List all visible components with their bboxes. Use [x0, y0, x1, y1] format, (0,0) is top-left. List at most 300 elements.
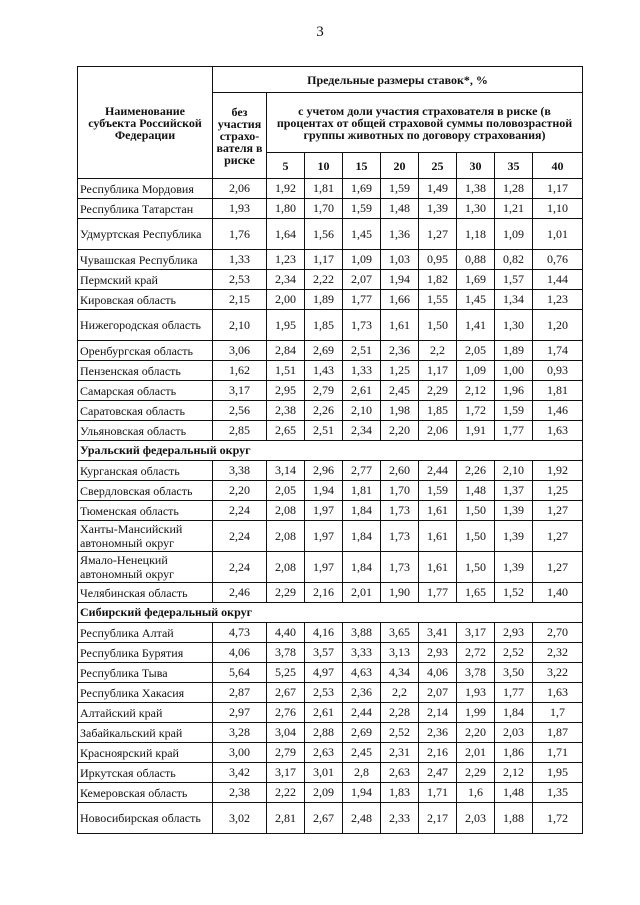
rate-cell: 1,48 — [381, 199, 419, 219]
rate-cell: 1,73 — [343, 310, 381, 341]
page-number: 3 — [316, 24, 324, 40]
rate-cell: 1,81 — [343, 481, 381, 501]
rate-cell: 3,78 — [267, 643, 305, 663]
rate-cell: 1,27 — [533, 521, 583, 552]
rate-cell: 3,88 — [343, 623, 381, 643]
rate-cell: 2,08 — [267, 521, 305, 552]
rate-cell: 1,65 — [457, 583, 495, 603]
rate-cell: 1,17 — [305, 250, 343, 270]
rate-cell: 1,70 — [305, 199, 343, 219]
subject-name: Республика Мордовия — [78, 179, 213, 199]
rate-cell: 1,63 — [533, 683, 583, 703]
rate-cell: 3,13 — [381, 643, 419, 663]
rate-cell: 4,63 — [343, 663, 381, 683]
rate-cell: 1,73 — [381, 501, 419, 521]
rate-cell: 2,79 — [267, 743, 305, 763]
subject-name: Ямало-Ненецкий автономный округ — [78, 552, 213, 583]
rate-cell: 2,38 — [213, 783, 267, 803]
rate-cell: 3,22 — [533, 663, 583, 683]
rate-cell: 5,64 — [213, 663, 267, 683]
rate-cell: 1,77 — [419, 583, 457, 603]
rate-cell: 2,97 — [213, 703, 267, 723]
rate-cell: 1,88 — [495, 803, 533, 834]
rate-cell: 1,45 — [457, 290, 495, 310]
table-row — [78, 803, 583, 834]
table-row — [78, 219, 583, 250]
rate-cell: 2,01 — [343, 583, 381, 603]
rate-cell: 0,76 — [533, 250, 583, 270]
table-row — [78, 552, 583, 583]
rate-cell: 2,28 — [381, 703, 419, 723]
subject-name: Республика Тыва — [78, 663, 213, 683]
subject-name: Республика Алтай — [78, 623, 213, 643]
rate-cell: 1,27 — [533, 552, 583, 583]
rate-cell: 1,97 — [305, 552, 343, 583]
rate-cell: 1,76 — [213, 219, 267, 250]
rate-cell: 2,44 — [343, 703, 381, 723]
rate-cell: 1,10 — [533, 199, 583, 219]
rate-cell: 2,12 — [495, 763, 533, 783]
rate-cell: 2,61 — [343, 381, 381, 401]
rate-cell: 2,93 — [495, 623, 533, 643]
rate-cell: 2,93 — [419, 643, 457, 663]
rate-cell: 1,33 — [343, 361, 381, 381]
rate-cell: 2,72 — [457, 643, 495, 663]
rate-cell: 1,99 — [457, 703, 495, 723]
table-row — [78, 583, 583, 603]
subject-name: Республика Татарстан — [78, 199, 213, 219]
rate-cell: 2,2 — [381, 683, 419, 703]
rate-cell: 2,77 — [343, 461, 381, 481]
rate-cell: 2,24 — [213, 501, 267, 521]
rate-cell: 1,71 — [533, 743, 583, 763]
rate-cell: 1,52 — [495, 583, 533, 603]
rate-cell: 1,94 — [381, 270, 419, 290]
rate-cell: 1,69 — [457, 270, 495, 290]
rate-cell: 3,17 — [457, 623, 495, 643]
rate-cell: 1,92 — [267, 179, 305, 199]
rate-cell: 1,6 — [457, 783, 495, 803]
rate-cell: 2,45 — [381, 381, 419, 401]
rate-cell: 2,03 — [457, 803, 495, 834]
rate-cell: 2,09 — [305, 783, 343, 803]
subject-name: Кемеровская область — [78, 783, 213, 803]
rate-cell: 1,61 — [419, 521, 457, 552]
rate-cell: 2,69 — [305, 341, 343, 361]
subject-name: Курганская область — [78, 461, 213, 481]
rate-cell: 2,24 — [213, 552, 267, 583]
rate-cell: 2,8 — [343, 763, 381, 783]
rate-cell: 1,66 — [381, 290, 419, 310]
subject-name: Тюменская область — [78, 501, 213, 521]
rate-cell: 1,48 — [457, 481, 495, 501]
rate-cell: 2,53 — [213, 270, 267, 290]
rate-cell: 1,21 — [495, 199, 533, 219]
rate-cell: 1,98 — [381, 401, 419, 421]
rate-cell: 2,87 — [213, 683, 267, 703]
rate-cell: 2,52 — [495, 643, 533, 663]
rate-cell: 1,80 — [267, 199, 305, 219]
rate-cell: 1,91 — [457, 421, 495, 441]
rate-cell: 2,32 — [533, 643, 583, 663]
rate-cell: 2,05 — [457, 341, 495, 361]
pct-header: 20 — [381, 153, 419, 179]
rate-cell: 2,10 — [343, 401, 381, 421]
rate-cell: 2,84 — [267, 341, 305, 361]
rate-cell: 2,20 — [381, 421, 419, 441]
rate-cell: 1,77 — [495, 421, 533, 441]
rate-cell: 2,26 — [305, 401, 343, 421]
rate-cell: 2,36 — [343, 683, 381, 703]
rate-cell: 2,38 — [267, 401, 305, 421]
pct-header: 30 — [457, 153, 495, 179]
rate-cell: 1,95 — [533, 763, 583, 783]
rate-cell: 1,39 — [495, 501, 533, 521]
rate-cell: 1,56 — [305, 219, 343, 250]
rate-cell: 1,92 — [533, 461, 583, 481]
rate-cell: 0,82 — [495, 250, 533, 270]
subject-name: Свердловская область — [78, 481, 213, 501]
without-share-header: без участия страхо-вателя в риске — [213, 93, 267, 179]
table-row — [78, 703, 583, 723]
rate-cell: 1,84 — [343, 552, 381, 583]
rate-cell: 2,06 — [213, 179, 267, 199]
rate-cell: 2,52 — [381, 723, 419, 743]
rate-cell: 1,95 — [267, 310, 305, 341]
subject-name: Новосибирская область — [78, 803, 213, 834]
section-title: Уральский федеральный округ — [78, 441, 583, 461]
rate-cell: 1,61 — [381, 310, 419, 341]
rate-cell: 3,78 — [457, 663, 495, 683]
rate-cell: 1,96 — [495, 381, 533, 401]
subject-name: Кировская область — [78, 290, 213, 310]
rate-cell: 1,81 — [305, 179, 343, 199]
rate-cell: 1,93 — [457, 683, 495, 703]
rate-cell: 2,10 — [213, 310, 267, 341]
rate-cell: 1,77 — [495, 683, 533, 703]
subject-name: Ханты-Мансийский автономный округ — [78, 521, 213, 552]
rate-cell: 1,28 — [495, 179, 533, 199]
rate-cell: 2,51 — [305, 421, 343, 441]
rate-cell: 1,39 — [495, 552, 533, 583]
rate-cell: 2,65 — [267, 421, 305, 441]
subject-name: Пензенская область — [78, 361, 213, 381]
rate-cell: 1,03 — [381, 250, 419, 270]
rate-cell: 2,01 — [457, 743, 495, 763]
rate-cell: 1,59 — [495, 401, 533, 421]
rate-cell: 1,7 — [533, 703, 583, 723]
rate-cell: 1,85 — [305, 310, 343, 341]
rate-cell: 2,20 — [213, 481, 267, 501]
table-row — [78, 663, 583, 683]
rate-cell: 1,81 — [533, 381, 583, 401]
table-row — [78, 179, 583, 199]
rate-cell: 2,00 — [267, 290, 305, 310]
rate-cell: 1,74 — [533, 341, 583, 361]
rate-cell: 2,47 — [419, 763, 457, 783]
rate-cell: 1,50 — [457, 552, 495, 583]
rate-cell: 2,48 — [343, 803, 381, 834]
rate-cell: 3,28 — [213, 723, 267, 743]
rate-cell: 2,22 — [305, 270, 343, 290]
table-row — [78, 421, 583, 441]
section-row — [78, 441, 583, 461]
rate-cell: 1,83 — [381, 783, 419, 803]
rate-cell: 4,73 — [213, 623, 267, 643]
rate-cell: 1,36 — [381, 219, 419, 250]
table-row — [78, 521, 583, 552]
rate-cell: 1,45 — [343, 219, 381, 250]
rate-cell: 1,34 — [495, 290, 533, 310]
with-share-header: с учетом доли участия страхователя в риске (в процентах от общей страховой суммы половозрастной группы животных по договору страхования) — [267, 93, 583, 153]
table-row — [78, 783, 583, 803]
rate-cell: 2,2 — [419, 341, 457, 361]
rate-cell: 2,08 — [267, 552, 305, 583]
rate-cell: 1,23 — [533, 290, 583, 310]
rate-cell: 1,57 — [495, 270, 533, 290]
table-row — [78, 250, 583, 270]
rate-cell: 1,97 — [305, 521, 343, 552]
rate-cell: 2,63 — [305, 743, 343, 763]
rate-cell: 1,17 — [533, 179, 583, 199]
rate-cell: 1,73 — [381, 552, 419, 583]
subject-name: Самарская область — [78, 381, 213, 401]
rate-cell: 2,24 — [213, 521, 267, 552]
rate-cell: 1,71 — [419, 783, 457, 803]
rate-cell: 1,30 — [457, 199, 495, 219]
pct-header: 25 — [419, 153, 457, 179]
rate-cell: 2,07 — [419, 683, 457, 703]
rate-cell: 3,57 — [305, 643, 343, 663]
rate-cell: 1,09 — [457, 361, 495, 381]
rate-cell: 1,50 — [457, 501, 495, 521]
subject-name: Чувашская Республика — [78, 250, 213, 270]
rate-cell: 2,34 — [267, 270, 305, 290]
table-row — [78, 683, 583, 703]
pct-header: 35 — [495, 153, 533, 179]
subject-name: Иркутская область — [78, 763, 213, 783]
rate-cell: 5,25 — [267, 663, 305, 683]
rate-cell: 0,95 — [419, 250, 457, 270]
rate-cell: 1,25 — [381, 361, 419, 381]
pct-header: 40 — [533, 153, 583, 179]
rate-cell: 3,02 — [213, 803, 267, 834]
rate-cell: 1,44 — [533, 270, 583, 290]
rate-cell: 2,85 — [213, 421, 267, 441]
rate-cell: 1,55 — [419, 290, 457, 310]
rate-cell: 1,41 — [457, 310, 495, 341]
rate-cell: 1,59 — [381, 179, 419, 199]
rate-cell: 1,17 — [419, 361, 457, 381]
rate-cell: 2,31 — [381, 743, 419, 763]
rate-cell: 1,84 — [343, 521, 381, 552]
rate-cell: 1,46 — [533, 401, 583, 421]
rate-cell: 3,41 — [419, 623, 457, 643]
table-row — [78, 481, 583, 501]
rate-cell: 1,25 — [533, 481, 583, 501]
rate-cell: 3,42 — [213, 763, 267, 783]
rate-cell: 1,77 — [343, 290, 381, 310]
table-row — [78, 361, 583, 381]
table-row — [78, 743, 583, 763]
rate-cell: 2,33 — [381, 803, 419, 834]
rate-cell: 2,29 — [267, 583, 305, 603]
table-row — [78, 723, 583, 743]
rate-cell: 1,94 — [305, 481, 343, 501]
table-row — [78, 461, 583, 481]
rate-cell: 1,59 — [419, 481, 457, 501]
rate-cell: 2,45 — [343, 743, 381, 763]
rate-cell: 1,30 — [495, 310, 533, 341]
rates-table-body — [78, 179, 583, 834]
section-title: Сибирский федеральный округ — [78, 603, 583, 623]
rate-cell: 2,26 — [457, 461, 495, 481]
rate-cell: 2,44 — [419, 461, 457, 481]
rate-cell: 1,49 — [419, 179, 457, 199]
rate-cell: 3,06 — [213, 341, 267, 361]
rate-cell: 1,39 — [419, 199, 457, 219]
rate-cell: 1,38 — [457, 179, 495, 199]
rate-cell: 1,82 — [419, 270, 457, 290]
subject-name: Ульяновская область — [78, 421, 213, 441]
rate-cell: 1,70 — [381, 481, 419, 501]
rate-cell: 1,63 — [533, 421, 583, 441]
rate-cell: 1,27 — [533, 501, 583, 521]
rate-cell: 3,14 — [267, 461, 305, 481]
rate-cell: 2,34 — [343, 421, 381, 441]
rate-cell: 1,84 — [495, 703, 533, 723]
rate-cell: 4,34 — [381, 663, 419, 683]
rate-cell: 1,27 — [419, 219, 457, 250]
rate-cell: 2,22 — [267, 783, 305, 803]
rate-cell: 1,69 — [343, 179, 381, 199]
rate-cell: 2,08 — [267, 501, 305, 521]
rate-cell: 1,37 — [495, 481, 533, 501]
rate-cell: 1,90 — [381, 583, 419, 603]
rate-cell: 3,00 — [213, 743, 267, 763]
rate-cell: 1,72 — [457, 401, 495, 421]
rate-cell: 2,36 — [381, 341, 419, 361]
rate-cell: 2,16 — [419, 743, 457, 763]
subject-name: Саратовская область — [78, 401, 213, 421]
rate-cell: 1,39 — [495, 521, 533, 552]
rate-cell: 1,00 — [495, 361, 533, 381]
rate-cell: 2,12 — [457, 381, 495, 401]
rate-cell: 2,63 — [381, 763, 419, 783]
subject-name: Челябинская область — [78, 583, 213, 603]
subject-name: Нижегородская область — [78, 310, 213, 341]
rate-cell: 1,64 — [267, 219, 305, 250]
rate-cell: 4,16 — [305, 623, 343, 643]
rate-cell: 1,48 — [495, 783, 533, 803]
rate-cell: 1,87 — [533, 723, 583, 743]
rate-cell: 2,15 — [213, 290, 267, 310]
rate-cell: 1,61 — [419, 552, 457, 583]
rate-cell: 1,59 — [343, 199, 381, 219]
rate-cell: 2,61 — [305, 703, 343, 723]
rate-cell: 2,07 — [343, 270, 381, 290]
table-row — [78, 763, 583, 783]
rate-cell: 1,09 — [495, 219, 533, 250]
rate-cell: 1,73 — [381, 521, 419, 552]
rate-cell: 0,88 — [457, 250, 495, 270]
rate-cell: 4,40 — [267, 623, 305, 643]
subject-header: Наименование субъекта Российской Федерации — [78, 67, 213, 179]
rate-cell: 2,81 — [267, 803, 305, 834]
rate-cell: 1,50 — [457, 521, 495, 552]
rate-cell: 1,84 — [343, 501, 381, 521]
rate-cell: 2,51 — [343, 341, 381, 361]
rate-cell: 1,62 — [213, 361, 267, 381]
subject-name: Оренбургская область — [78, 341, 213, 361]
rate-cell: 1,61 — [419, 501, 457, 521]
rate-cell: 1,33 — [213, 250, 267, 270]
rate-cell: 1,43 — [305, 361, 343, 381]
rate-cell: 1,51 — [267, 361, 305, 381]
rate-cell: 1,01 — [533, 219, 583, 250]
rate-cell: 3,50 — [495, 663, 533, 683]
table-row — [78, 381, 583, 401]
rate-cell: 2,88 — [305, 723, 343, 743]
rate-cell: 2,95 — [267, 381, 305, 401]
rate-cell: 3,33 — [343, 643, 381, 663]
subject-name: Республика Бурятия — [78, 643, 213, 663]
rate-cell: 2,60 — [381, 461, 419, 481]
rate-cell: 1,86 — [495, 743, 533, 763]
rate-cell: 2,70 — [533, 623, 583, 643]
subject-name: Удмуртская Республика — [78, 219, 213, 250]
subject-name: Алтайский край — [78, 703, 213, 723]
table-row — [78, 643, 583, 663]
rate-cell: 1,50 — [419, 310, 457, 341]
rate-cell: 2,05 — [267, 481, 305, 501]
rate-cell: 3,17 — [267, 763, 305, 783]
rate-cell: 1,89 — [305, 290, 343, 310]
rate-cell: 1,93 — [213, 199, 267, 219]
rate-cell: 1,72 — [533, 803, 583, 834]
table-row — [78, 401, 583, 421]
rate-cell: 2,36 — [419, 723, 457, 743]
subject-name: Красноярский край — [78, 743, 213, 763]
pct-header: 10 — [305, 153, 343, 179]
rate-cell: 1,18 — [457, 219, 495, 250]
rate-cell: 2,16 — [305, 583, 343, 603]
table-row — [78, 623, 583, 643]
table-row — [78, 501, 583, 521]
rate-cell: 2,29 — [457, 763, 495, 783]
table-row — [78, 290, 583, 310]
rate-cell: 2,67 — [267, 683, 305, 703]
rate-cell: 1,97 — [305, 501, 343, 521]
rate-cell: 2,53 — [305, 683, 343, 703]
rate-cell: 1,23 — [267, 250, 305, 270]
rate-cell: 1,35 — [533, 783, 583, 803]
rate-cell: 4,06 — [419, 663, 457, 683]
subject-name: Республика Хакасия — [78, 683, 213, 703]
pct-header: 15 — [343, 153, 381, 179]
rate-cell: 3,01 — [305, 763, 343, 783]
section-row — [78, 603, 583, 623]
rate-cell: 2,56 — [213, 401, 267, 421]
rate-cell: 3,04 — [267, 723, 305, 743]
rate-cell: 1,89 — [495, 341, 533, 361]
table-row — [78, 199, 583, 219]
rate-cell: 3,65 — [381, 623, 419, 643]
rate-cell: 1,85 — [419, 401, 457, 421]
rate-cell: 2,46 — [213, 583, 267, 603]
rate-cell: 2,96 — [305, 461, 343, 481]
rate-cell: 1,09 — [343, 250, 381, 270]
